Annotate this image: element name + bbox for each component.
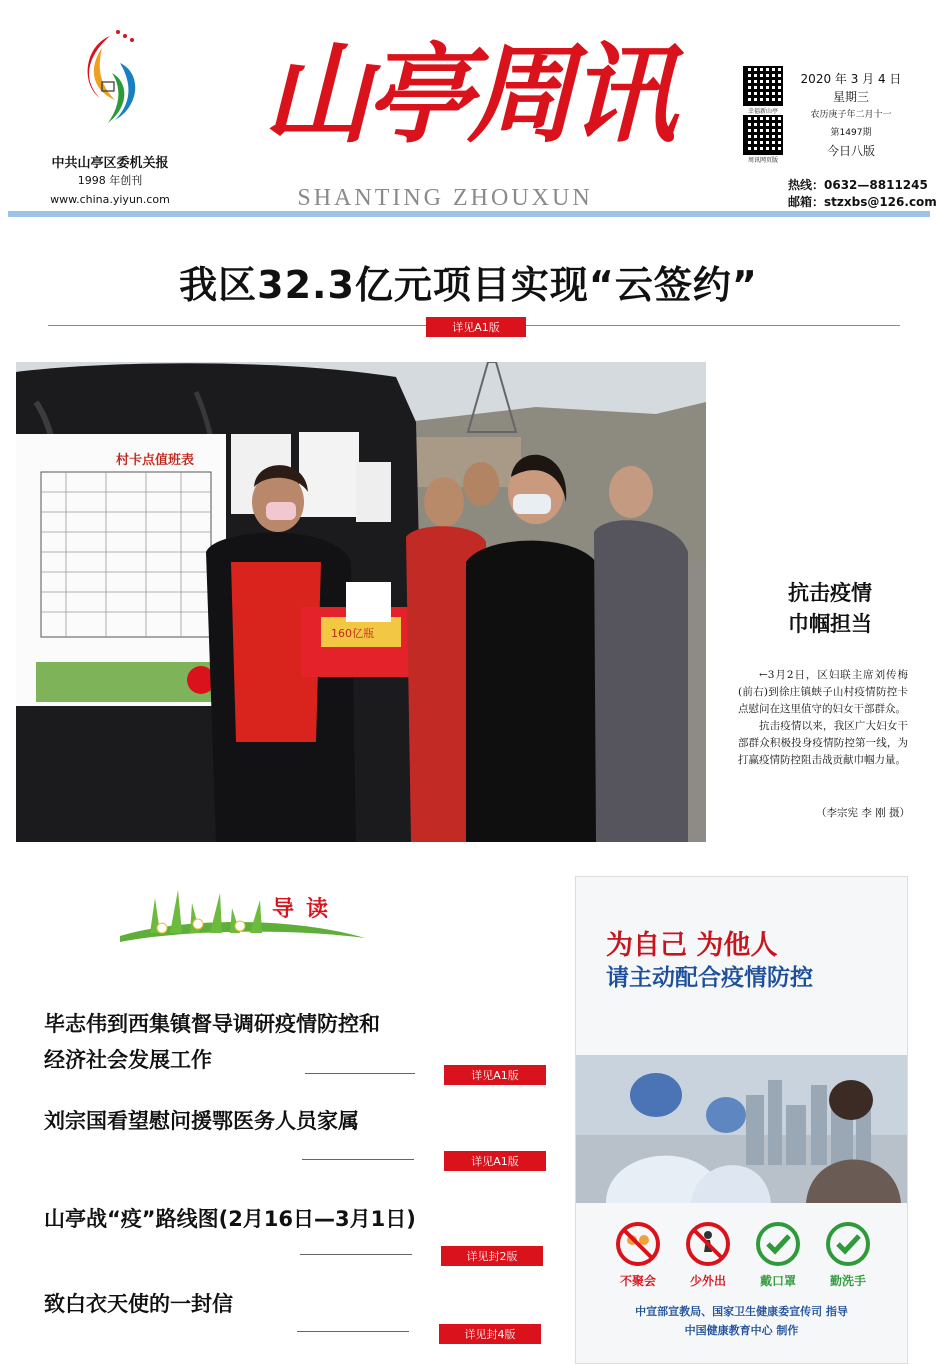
qr-caption-2: 周讯网页版 [747,157,778,164]
box-label: 160亿瓶 [331,627,374,640]
qr-code-icon [743,115,783,155]
caption-paragraph-1: ←3月2日，区妇联主席刘传梅(前右)到徐庄镇蛱子山村疫情防控卡点慰问在这里值守的妇女干部群众。 [738,669,908,715]
founded-label: 1998 年创刊 [77,174,143,187]
guide-item-3[interactable]: 山亭战“疫”路线图(2月16日—3月1日) [44,1207,416,1231]
icon-label-no-going-out: 少外出 [689,1274,726,1288]
lead-headline[interactable]: 我区32.3亿元项目实现“云签约” [179,263,758,307]
prevention-icons [616,1222,876,1288]
guide-item-3-rule [300,1254,412,1255]
guide-item-1[interactable]: 毕志伟到西集镇督导调研疫情防控和经济社会发展工作 [44,1012,380,1072]
guide-item-2[interactable]: 刘宗国看望慰问援鄂医务人员家属 [44,1109,359,1133]
icon-label-wear-mask: 戴口罩 [759,1274,796,1288]
qr-code-2[interactable] [738,115,788,164]
newspaper-pinyin: SHANTING ZHOUXUN [297,185,593,211]
guide-item-3-tag[interactable]: 详见封2版 [441,1246,543,1266]
issue-date: 2020 年 3 月 4 日 [800,72,902,86]
poster-slogan-2: 请主动配合疫情防控 [606,965,813,991]
guide-item-4-rule [297,1331,409,1332]
hotline: 热线：0632—8811245 [788,178,928,192]
poster-photo [576,1055,907,1203]
poster-footer-guidance: 中宣部宣教局、国家卫生健康委宣传司 指导 [635,1305,848,1318]
newspaper-title: 山亭周讯 [262,32,671,158]
guide-item-1-rule [305,1073,415,1074]
headline-page-tag[interactable]: 详见A1版 [426,317,526,337]
public-health-poster [575,876,908,1364]
guide-item-2-rule [302,1159,414,1160]
poster-slogan-1: 为自己 为他人 [606,930,778,961]
no-going-out-icon [686,1222,730,1266]
website-link[interactable]: www.china.yiyun.com [50,193,170,206]
no-gathering-icon [616,1222,660,1266]
qr-code-icon [743,66,783,106]
duty-board-title: 村卡点值班表 [116,453,195,468]
email: 邮箱：stzxbs@126.com [788,195,937,209]
qr-code-1[interactable] [738,66,788,115]
news-photo [16,362,706,842]
photo-side-title-line2: 巾帼担当 [788,611,872,636]
guide-item-4[interactable]: 致白衣天使的一封信 [44,1292,233,1316]
photo-side-title-line1: 抗击疫情 [788,580,872,605]
photo-side-title [745,577,915,639]
organization-label: 中共山亭区委机关报 [51,156,169,171]
issue-weekday: 星期三 [832,90,869,104]
guide-item-2-tag[interactable]: 详见A1版 [444,1151,546,1171]
icon-label-wash-hands: 勤洗手 [829,1274,866,1288]
guide-item-4-tag[interactable]: 详见封4版 [439,1324,541,1344]
photo-caption [738,667,908,769]
guide-heading: 导读 [272,897,341,922]
guide-item-1-tag[interactable]: 详见A1版 [444,1065,546,1085]
contact-info [788,177,937,211]
issue-number: 第1497期 [830,128,872,138]
qr-caption-1: 幸福新山亭 [747,108,778,115]
caption-paragraph-2: 抗击疫情以来，我区广大妇女干部群众积极投身疫情防控第一线，为打赢疫情防控阻击战贡献巾帼力量。 [738,720,908,766]
photo-credit: （李宗宪 李 刚 摄） [815,807,910,819]
poster-footer-producer: 中国健康教育中心 制作 [684,1324,799,1337]
issue-pages: 今日八版 [826,144,875,158]
issue-lunar-date: 农历庚子年二月十一 [810,110,892,120]
newspaper-logo-icon [70,28,150,128]
mask-check-icon [756,1222,800,1266]
wash-hands-check-icon [826,1222,870,1266]
icon-label-no-gathering: 不聚会 [619,1274,656,1288]
masthead-divider [8,211,930,217]
issue-info [796,70,906,160]
